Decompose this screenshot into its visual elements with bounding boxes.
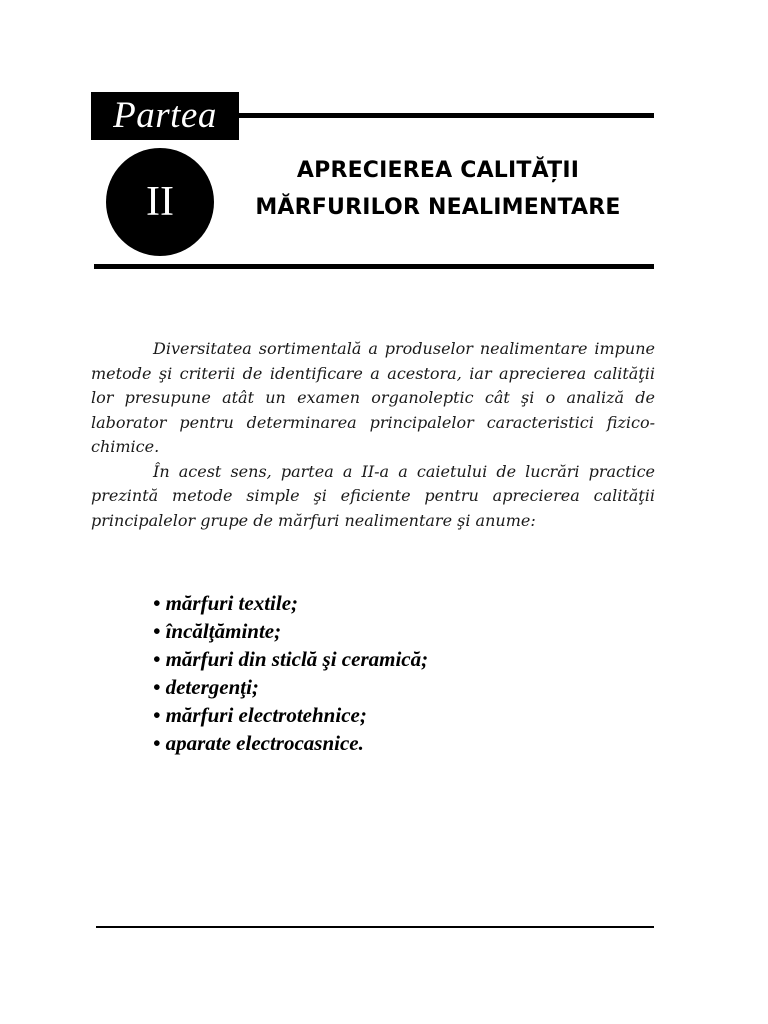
part-title-line1: APRECIEREA CALITĂȚII xyxy=(296,158,580,183)
intro-paragraph-1: Diversitatea sortimentală a produselor nealimentare impune metode şi criterii de identificare a acestora, iar aprecierea calităţii lor presupune atât un examen organoleptic cât şi o analiză de laborator pentru determinarea principalelor caracteristici fizico-chimice. xyxy=(91,339,655,456)
part-title-line2: MĂRFURILOR NEALIMENTARE xyxy=(255,195,621,220)
footer-rule xyxy=(96,926,654,928)
list-item: • aparate electrocasnice. xyxy=(153,731,364,755)
list-item: • încălţăminte; xyxy=(153,619,282,643)
product-group-list xyxy=(153,589,428,757)
part-title xyxy=(218,152,658,226)
header-rule-top xyxy=(239,113,654,118)
list-item: • mărfuri textile; xyxy=(153,591,299,615)
intro-text xyxy=(91,337,655,533)
part-number: II xyxy=(146,179,174,225)
header-rule-bottom xyxy=(94,264,654,269)
list-item: • mărfuri din sticlă şi ceramică; xyxy=(153,647,429,671)
part-number-badge xyxy=(106,148,214,256)
list-item: • mărfuri electrotehnice; xyxy=(153,703,367,727)
list-item: • detergenţi; xyxy=(153,675,259,699)
partea-label: Partea xyxy=(113,95,217,136)
intro-paragraph-2: În acest sens, partea a II-a a caietului de lucrări practice prezintă metode simple şi eficiente pentru aprecierea calităţii principalelor grupe de mărfuri nealimentare şi anume: xyxy=(91,461,655,530)
partea-label-box xyxy=(91,92,239,140)
